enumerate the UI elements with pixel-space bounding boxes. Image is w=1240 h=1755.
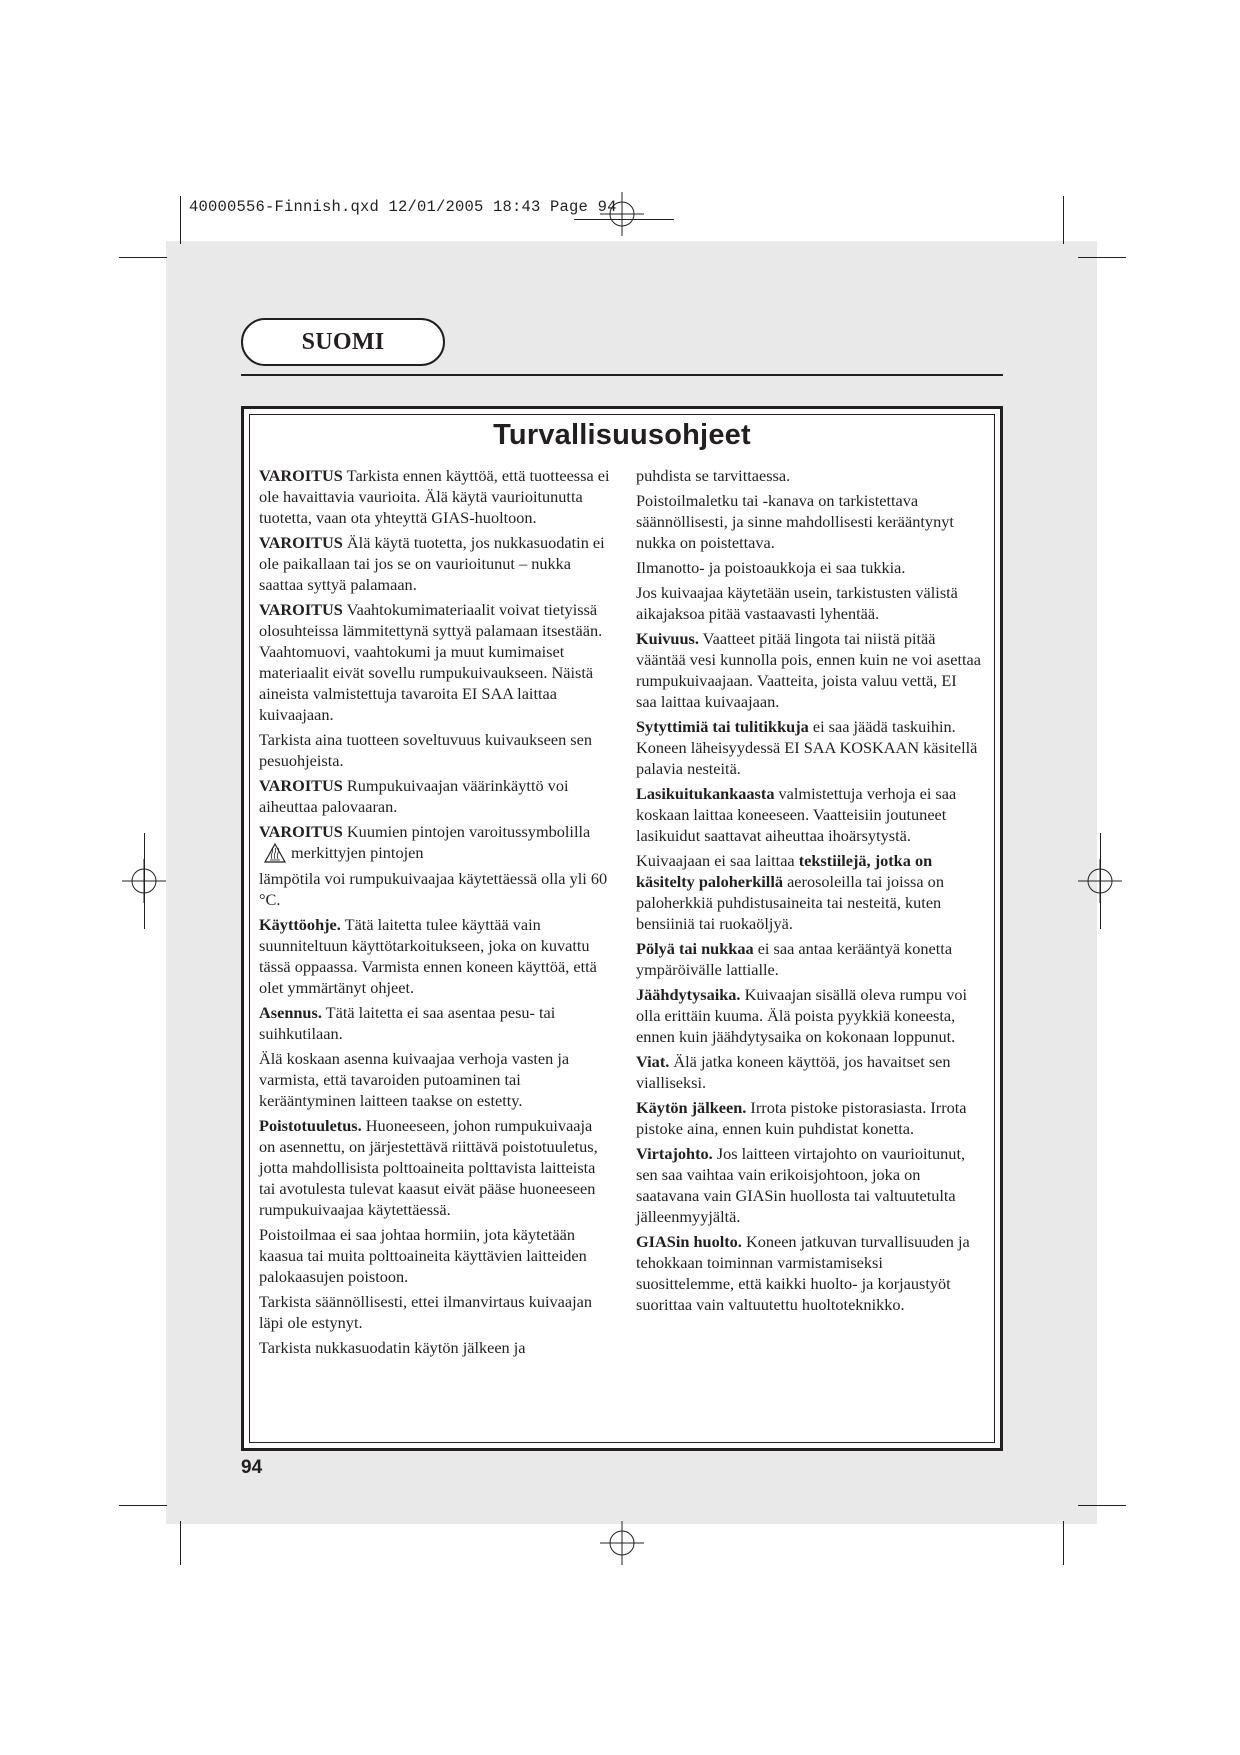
paragraph: VAROITUS Älä käytä tuotetta, jos nukkasuodatin ei ole paikallaan tai jos se on vaurioitunut – nukka saattaa syttyä palamaan. [259,533,605,594]
paragraph: Sytyttimiä tai tulitikkuja ei saa jäädä taskuihin. Koneen läheisyydessä EI SAA KOSKAAN käsitellä palavia nesteitä. [636,717,978,778]
hot-surface-warning-icon [263,842,287,864]
paragraph: Ilmanotto- ja poistoaukkoja ei saa tukkia. [636,558,906,577]
registration-mark-icon [600,192,644,236]
page-number: 94 [241,1457,263,1478]
crop-mark [180,196,181,244]
crop-mark [119,1505,167,1506]
language-tab: SUOMI [241,318,445,366]
crop-mark [1078,1505,1126,1506]
paragraph: Poistotuuletus. Huoneeseen, johon rumpukuivaaja on asennettu, on järjestettävä riittävä poistotuuletus, jotta mahdollisista polttoaineita polttavista laitteista tai avotulesta tulevat kaasut eivät pääse huoneeseen rumpukuivaajaa käytettäessä. [259,1116,598,1219]
paragraph: VAROITUS Rumpukuivaajan väärinkäyttö voi aiheuttaa palovaaran. [259,776,569,816]
paragraph: Tarkista aina tuotteen soveltuvuus kuivaukseen sen pesuohjeista. [259,730,592,770]
paragraph: VAROITUS Tarkista ennen käyttöä, että tuotteessa ei ole havaittavia vaurioita. Älä käytä vaurioitunutta tuotetta, vaan ota yhteyttä GIAS-huoltoon. [259,466,610,527]
paragraph: Tarkista nukkasuodatin käytön jälkeen ja [259,1338,526,1357]
safety-instructions-box [241,406,1003,1451]
paragraph: lämpötila voi rumpukuivaajaa käytettäessä olla yli 60 °C. [259,869,608,909]
paragraph: Käyttöohje. Tätä laitetta tulee käyttää vain suunniteltuun käyttötarkoitukseen, joka on kuvattu tässä oppaassa. Varmista ennen koneen käyttöä, että olet ymmärtänyt ohjeet. [259,915,597,997]
paragraph: VAROITUS Kuumien pintojen varoitussymbolillamerkittyjen pintojen [259,822,591,862]
paragraph: Viat. Älä jatka koneen käyttöä, jos havaitset sen vialliseksi. [636,1052,951,1092]
paragraph: GIASin huolto. Koneen jatkuvan turvallisuuden ja tehokkaan toiminnan varmistamiseksi suosittelemme, että kaikki huolto- ja korjaustyöt suorittaa vain valtuutettu huoltoteknikko. [636,1232,970,1314]
paragraph: Virtajohto. Jos laitteen virtajohto on vaurioitunut, sen saa vaihtaa vain erikoisjohtoon, joka on saatavana vain GIASin huollosta tai valtuutetulta jälleenmyyjältä. [636,1144,966,1226]
paragraph: puhdista se tarvittaessa. [636,466,791,485]
paragraph: Älä koskaan asenna kuivaajaa verhoja vasten ja varmista, että tavaroiden putoaminen tai kerääntyminen laitteen taakse on estetty. [259,1049,570,1110]
paragraph: Poistoilmaa ei saa johtaa hormiin, jota käytetään kaasua tai muita polttoaineita käyttävien laitteiden palokaasujen poistoon. [259,1225,587,1286]
page-title: Turvallisuusohjeet [493,419,751,451]
crop-mark [119,257,167,258]
right-column [636,465,981,1319]
paragraph: Tarkista säännöllisesti, ettei ilmanvirtaus kuivaajan läpi ole estynyt. [259,1292,592,1332]
paragraph: Käytön jälkeen. Irrota pistoke pistorasiasta. Irrota pistoke aina, ennen kuin puhdistat konetta. [636,1098,967,1138]
crop-mark [1078,257,1126,258]
paragraph: Kuivaajaan ei saa laittaa tekstiilejä, jotka on käsitelty paloherkillä aerosoleilla tai joissa on paloherkkiä puhdistusaineita tai nesteitä, kuten bensiiniä tai ruokaöljyä. [636,851,944,933]
crop-mark [1063,196,1064,244]
crop-mark [180,1521,181,1565]
paragraph: Jos kuivaajaa käytetään usein, tarkistusten välistä aikajaksoa pitää vastaavasti lyhentää. [636,583,958,623]
paragraph: Asennus. Tätä laitetta ei saa asentaa pesu- tai suihkutilaan. [259,1003,556,1043]
crop-mark [1063,1521,1064,1565]
left-column [259,465,611,1362]
header-rule [241,374,1003,376]
paragraph: Pölyä tai nukkaa ei saa antaa kerääntyä konetta ympäröivälle lattialle. [636,939,953,979]
registration-mark-icon [600,1521,644,1565]
paragraph: VAROITUS Vaahtokumimateriaalit voivat tietyissä olosuhteissa lämmitettynä syttyä palamaan itsestään. Vaahtomuovi, vaahtokumi ja muut kumimaiset materiaalit eivät sovellu rumpukuivaukseen. Näistä aineista valmistettuja tavaroita EI SAA laittaa kuivaajaan. [259,600,603,724]
paragraph: Lasikuitukankaasta valmistettuja verhoja ei saa koskaan laittaa koneeseen. Vaatteisiin joutuneet lasikuidut saattavat aiheuttaa ihoärsytystä. [636,784,957,845]
paragraph: Jäähdytysaika. Kuivaajan sisällä oleva rumpu voi olla erittäin kuuma. Älä poista pyykkiä koneesta, ennen kuin jäähdytysaika on kokonaan loppunut. [636,985,968,1046]
paragraph: Kuivuus. Vaatteet pitää lingota tai niistä pitää vääntää vesi kunnolla pois, ennen kuin ne voi asettaa rumpukuivaajaan. Vaatteita, joista valuu vettä, EI saa laittaa kuivaajaan. [636,629,981,711]
printer-slug: 40000556-Finnish.qxd 12/01/2005 18:43 Page 94 [189,198,617,216]
paragraph: Poistoilmaletku tai -kanava on tarkistettava säännöllisesti, ja sinne mahdollisesti kerääntynyt nukka on poistettava. [636,491,954,552]
crop-mark [1100,833,1101,929]
crop-mark [144,833,145,929]
